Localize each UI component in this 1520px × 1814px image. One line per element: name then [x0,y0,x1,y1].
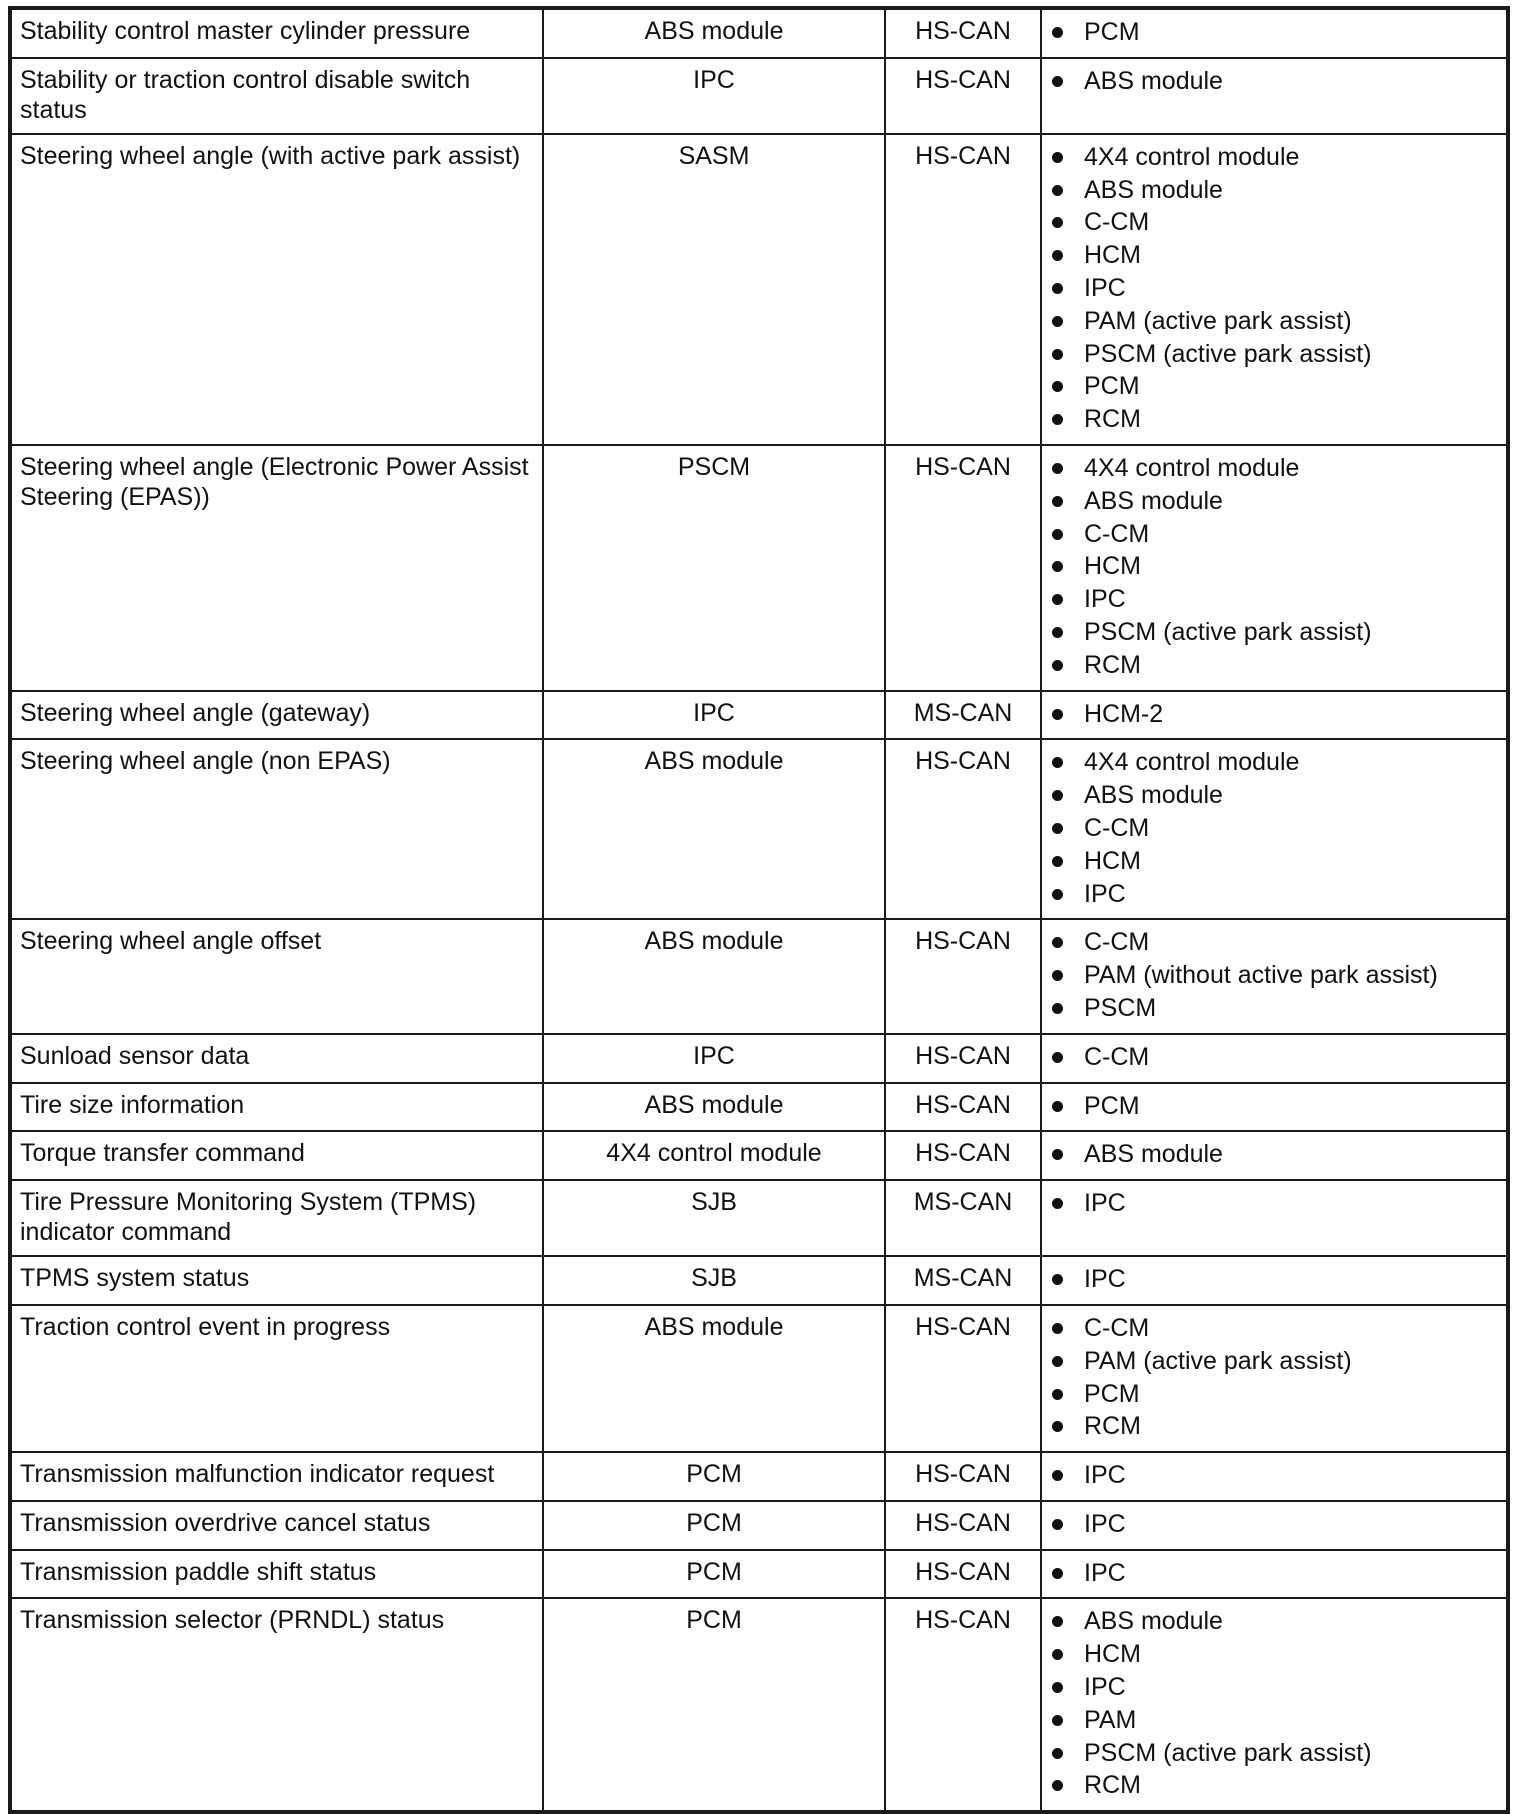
receiving-module-label: HCM-2 [1084,699,1164,728]
bullet-icon [1052,1780,1063,1791]
network-cell: MS-CAN [885,1256,1041,1305]
receiving-module-label: PCM [1084,1091,1140,1120]
receiving-module-label: C-CM [1084,1042,1150,1071]
receiving-modules-cell [1041,134,1508,445]
bullet-icon [1052,561,1063,572]
receiving-module-label: IPC [1084,273,1126,302]
message-cell: Traction control event in progress [10,1305,543,1452]
receiving-module-label: ABS module [1084,781,1223,810]
network-cell: HS-CAN [885,1452,1041,1501]
receiving-module-label: HCM [1084,552,1141,581]
receiving-modules-cell [1041,1501,1508,1550]
network-cell: MS-CAN [885,1180,1041,1256]
list-item [1050,1263,1498,1296]
receiving-modules-list [1050,1605,1498,1802]
source-module-cell: ABS module [543,1083,885,1132]
bullet-icon [1052,1519,1063,1530]
receiving-modules-cell [1041,1131,1508,1180]
network-cell: HS-CAN [885,1550,1041,1599]
message-cell: Torque transfer command [10,1131,543,1180]
list-item [1050,1671,1498,1704]
network-cell: HS-CAN [885,1598,1041,1812]
network-message-table [8,6,1510,1814]
table-row [10,445,1508,691]
receiving-modules-list [1050,16,1498,49]
list-item [1050,16,1498,49]
table-row [10,1452,1508,1501]
network-cell: HS-CAN [885,1083,1041,1132]
table-row [10,1180,1508,1256]
bullet-icon [1052,856,1063,867]
receiving-modules-cell [1041,1083,1508,1132]
source-module-cell: PCM [543,1452,885,1501]
receiving-module-label: PSCM (active park assist) [1084,339,1372,368]
receiving-modules-cell [1041,739,1508,919]
bullet-icon [1052,463,1063,474]
message-cell: Transmission paddle shift status [10,1550,543,1599]
bullet-icon [1052,529,1063,540]
receiving-modules-cell [1041,1034,1508,1083]
receiving-module-label: C-CM [1084,519,1150,548]
table-row [10,1034,1508,1083]
table-row [10,1598,1508,1812]
receiving-module-label: IPC [1084,1265,1126,1294]
table-row [10,1550,1508,1599]
receiving-module-label: 4X4 control module [1084,453,1300,482]
table-row [10,1305,1508,1452]
list-item [1050,141,1498,174]
message-cell: Transmission malfunction indicator request [10,1452,543,1501]
list-item [1050,65,1498,98]
table-body [10,8,1508,1812]
network-cell: HS-CAN [885,1131,1041,1180]
list-item [1050,992,1498,1025]
receiving-modules-list [1050,1187,1498,1220]
bullet-icon [1052,970,1063,981]
message-cell: Transmission selector (PRNDL) status [10,1598,543,1812]
source-module-cell: 4X4 control module [543,1131,885,1180]
receiving-module-label: C-CM [1084,1313,1150,1342]
table-row [10,919,1508,1033]
network-cell: HS-CAN [885,1305,1041,1452]
bullet-icon [1052,1568,1063,1579]
bullet-icon [1052,1003,1063,1014]
bullet-icon [1052,27,1063,38]
receiving-module-label: PCM [1084,1379,1140,1408]
message-cell: Transmission overdrive cancel status [10,1501,543,1550]
receiving-module-label: IPC [1084,879,1126,908]
message-cell: Steering wheel angle (non EPAS) [10,739,543,919]
receiving-module-label: PAM [1084,1705,1137,1734]
bullet-icon [1052,1274,1063,1285]
bullet-icon [1052,1715,1063,1726]
list-item [1050,1737,1498,1770]
receiving-module-label: PAM (active park assist) [1084,1346,1352,1375]
receiving-modules-list [1050,1557,1498,1590]
list-item [1050,1769,1498,1802]
message-cell: Stability control master cylinder pressure [10,8,543,58]
receiving-module-label: RCM [1084,1412,1141,1441]
receiving-module-label: HCM [1084,241,1141,270]
network-cell: HS-CAN [885,1501,1041,1550]
receiving-modules-list [1050,926,1498,1024]
bullet-icon [1052,1682,1063,1693]
source-module-cell: PCM [543,1550,885,1599]
receiving-module-label: IPC [1084,585,1126,614]
list-item [1050,1041,1498,1074]
receiving-modules-list [1050,698,1498,731]
network-cell: HS-CAN [885,1034,1041,1083]
receiving-module-label: HCM [1084,846,1141,875]
list-item [1050,452,1498,485]
message-cell: Steering wheel angle offset [10,919,543,1033]
receiving-modules-list [1050,141,1498,436]
receiving-modules-cell [1041,919,1508,1033]
table-row [10,1083,1508,1132]
bullet-icon [1052,1470,1063,1481]
list-item [1050,926,1498,959]
bullet-icon [1052,1649,1063,1660]
receiving-modules-list [1050,1459,1498,1492]
receiving-module-label: ABS module [1084,175,1223,204]
receiving-module-label: C-CM [1084,208,1150,237]
receiving-modules-cell [1041,1305,1508,1452]
list-item [1050,370,1498,403]
receiving-module-label: C-CM [1084,928,1150,957]
list-item [1050,1605,1498,1638]
list-item [1050,1410,1498,1443]
receiving-modules-list [1050,746,1498,910]
bullet-icon [1052,217,1063,228]
receiving-modules-list [1050,452,1498,682]
receiving-module-label: PSCM (active park assist) [1084,1738,1372,1767]
list-item [1050,485,1498,518]
receiving-modules-cell [1041,1550,1508,1599]
receiving-module-label: IPC [1084,1673,1126,1702]
bullet-icon [1052,709,1063,720]
receiving-modules-list [1050,1263,1498,1296]
bullet-icon [1052,381,1063,392]
network-cell: HS-CAN [885,919,1041,1033]
network-cell: HS-CAN [885,8,1041,58]
message-cell: Tire Pressure Monitoring System (TPMS) indicator command [10,1180,543,1256]
receiving-modules-list [1050,1312,1498,1443]
list-item [1050,616,1498,649]
source-module-cell: PSCM [543,445,885,691]
receiving-module-label: HCM [1084,1640,1141,1669]
source-module-cell: ABS module [543,919,885,1033]
source-module-cell: IPC [543,691,885,740]
bullet-icon [1052,414,1063,425]
receiving-module-label: IPC [1084,1461,1126,1490]
receiving-module-label: ABS module [1084,486,1223,515]
receiving-module-label: PAM (active park assist) [1084,306,1352,335]
list-item [1050,1459,1498,1492]
receiving-module-label: PCM [1084,18,1140,46]
list-item [1050,1090,1498,1123]
source-module-cell: PCM [543,1598,885,1812]
source-module-cell: IPC [543,1034,885,1083]
list-item [1050,272,1498,305]
list-item [1050,1345,1498,1378]
bullet-icon [1052,823,1063,834]
table-row [10,691,1508,740]
list-item [1050,1378,1498,1411]
source-module-cell: SJB [543,1180,885,1256]
bullet-icon [1052,250,1063,261]
bullet-icon [1052,185,1063,196]
message-cell: TPMS system status [10,1256,543,1305]
list-item [1050,403,1498,436]
bullet-icon [1052,889,1063,900]
network-cell: HS-CAN [885,134,1041,445]
receiving-modules-cell [1041,1598,1508,1812]
list-item [1050,1138,1498,1171]
receiving-modules-list [1050,1041,1498,1074]
receiving-modules-cell [1041,58,1508,134]
message-cell: Steering wheel angle (gateway) [10,691,543,740]
table-row [10,739,1508,919]
list-item [1050,518,1498,551]
receiving-modules-cell [1041,445,1508,691]
list-item [1050,239,1498,272]
receiving-modules-list [1050,65,1498,98]
bullet-icon [1052,1616,1063,1627]
receiving-module-label: ABS module [1084,1607,1223,1636]
message-cell: Tire size information [10,1083,543,1132]
bullet-icon [1052,1389,1063,1400]
bullet-icon [1052,1748,1063,1759]
bullet-icon [1052,594,1063,605]
network-cell: HS-CAN [885,445,1041,691]
bullet-icon [1052,349,1063,360]
bullet-icon [1052,937,1063,948]
receiving-module-label: PCM [1084,372,1140,401]
bullet-icon [1052,1356,1063,1367]
list-item [1050,746,1498,779]
message-cell: Sunload sensor data [10,1034,543,1083]
list-item [1050,1187,1498,1220]
table-row [10,1131,1508,1180]
receiving-module-label: 4X4 control module [1084,748,1300,777]
bullet-icon [1052,790,1063,801]
receiving-module-label: RCM [1084,650,1141,679]
network-cell: HS-CAN [885,58,1041,134]
receiving-modules-cell [1041,1180,1508,1256]
receiving-module-label: ABS module [1084,66,1223,95]
list-item [1050,1557,1498,1590]
bullet-icon [1052,1052,1063,1063]
bullet-icon [1052,660,1063,671]
network-cell: HS-CAN [885,739,1041,919]
bullet-icon [1052,1421,1063,1432]
table-row [10,1501,1508,1550]
list-item [1050,845,1498,878]
bullet-icon [1052,283,1063,294]
receiving-module-label: RCM [1084,405,1141,434]
bullet-icon [1052,76,1063,87]
list-item [1050,550,1498,583]
list-item [1050,1638,1498,1671]
receiving-module-label: PAM (without active park assist) [1084,961,1438,990]
list-item [1050,583,1498,616]
bullet-icon [1052,152,1063,163]
message-cell: Steering wheel angle (with active park assist) [10,134,543,445]
list-item [1050,206,1498,239]
source-module-cell: ABS module [543,739,885,919]
receiving-module-label: C-CM [1084,813,1150,842]
list-item [1050,959,1498,992]
receiving-module-label: IPC [1084,1558,1126,1587]
receiving-modules-cell [1041,691,1508,740]
bullet-icon [1052,1323,1063,1334]
source-module-cell: PCM [543,1501,885,1550]
bullet-icon [1052,316,1063,327]
receiving-module-label: IPC [1084,1509,1126,1538]
table-row [10,58,1508,134]
list-item [1050,338,1498,371]
message-cell: Stability or traction control disable switch status [10,58,543,134]
bullet-icon [1052,1101,1063,1112]
bullet-icon [1052,627,1063,638]
table-row [10,1256,1508,1305]
receiving-module-label: PSCM [1084,993,1157,1022]
list-item [1050,878,1498,911]
source-module-cell: ABS module [543,1305,885,1452]
receiving-modules-list [1050,1090,1498,1123]
network-message-table-container [8,6,1510,1814]
receiving-modules-cell [1041,8,1508,58]
list-item [1050,1508,1498,1541]
source-module-cell: SJB [543,1256,885,1305]
receiving-module-label: ABS module [1084,1140,1223,1169]
message-cell: Steering wheel angle (Electronic Power Assist Steering (EPAS)) [10,445,543,691]
receiving-module-label: IPC [1084,1189,1126,1218]
list-item [1050,649,1498,682]
receiving-modules-list [1050,1138,1498,1171]
table-row [10,134,1508,445]
list-item [1050,1704,1498,1737]
source-module-cell: ABS module [543,8,885,58]
list-item [1050,779,1498,812]
receiving-module-label: 4X4 control module [1084,142,1300,171]
network-cell: MS-CAN [885,691,1041,740]
bullet-icon [1052,1149,1063,1160]
bullet-icon [1052,757,1063,768]
source-module-cell: IPC [543,58,885,134]
receiving-module-label: PSCM (active park assist) [1084,617,1372,646]
receiving-modules-list [1050,1508,1498,1541]
receiving-modules-cell [1041,1452,1508,1501]
list-item [1050,812,1498,845]
bullet-icon [1052,1198,1063,1209]
list-item [1050,305,1498,338]
list-item [1050,698,1498,731]
bullet-icon [1052,496,1063,507]
list-item [1050,1312,1498,1345]
table-row [10,8,1508,58]
receiving-module-label: RCM [1084,1771,1141,1800]
receiving-modules-cell [1041,1256,1508,1305]
source-module-cell: SASM [543,134,885,445]
list-item [1050,174,1498,207]
